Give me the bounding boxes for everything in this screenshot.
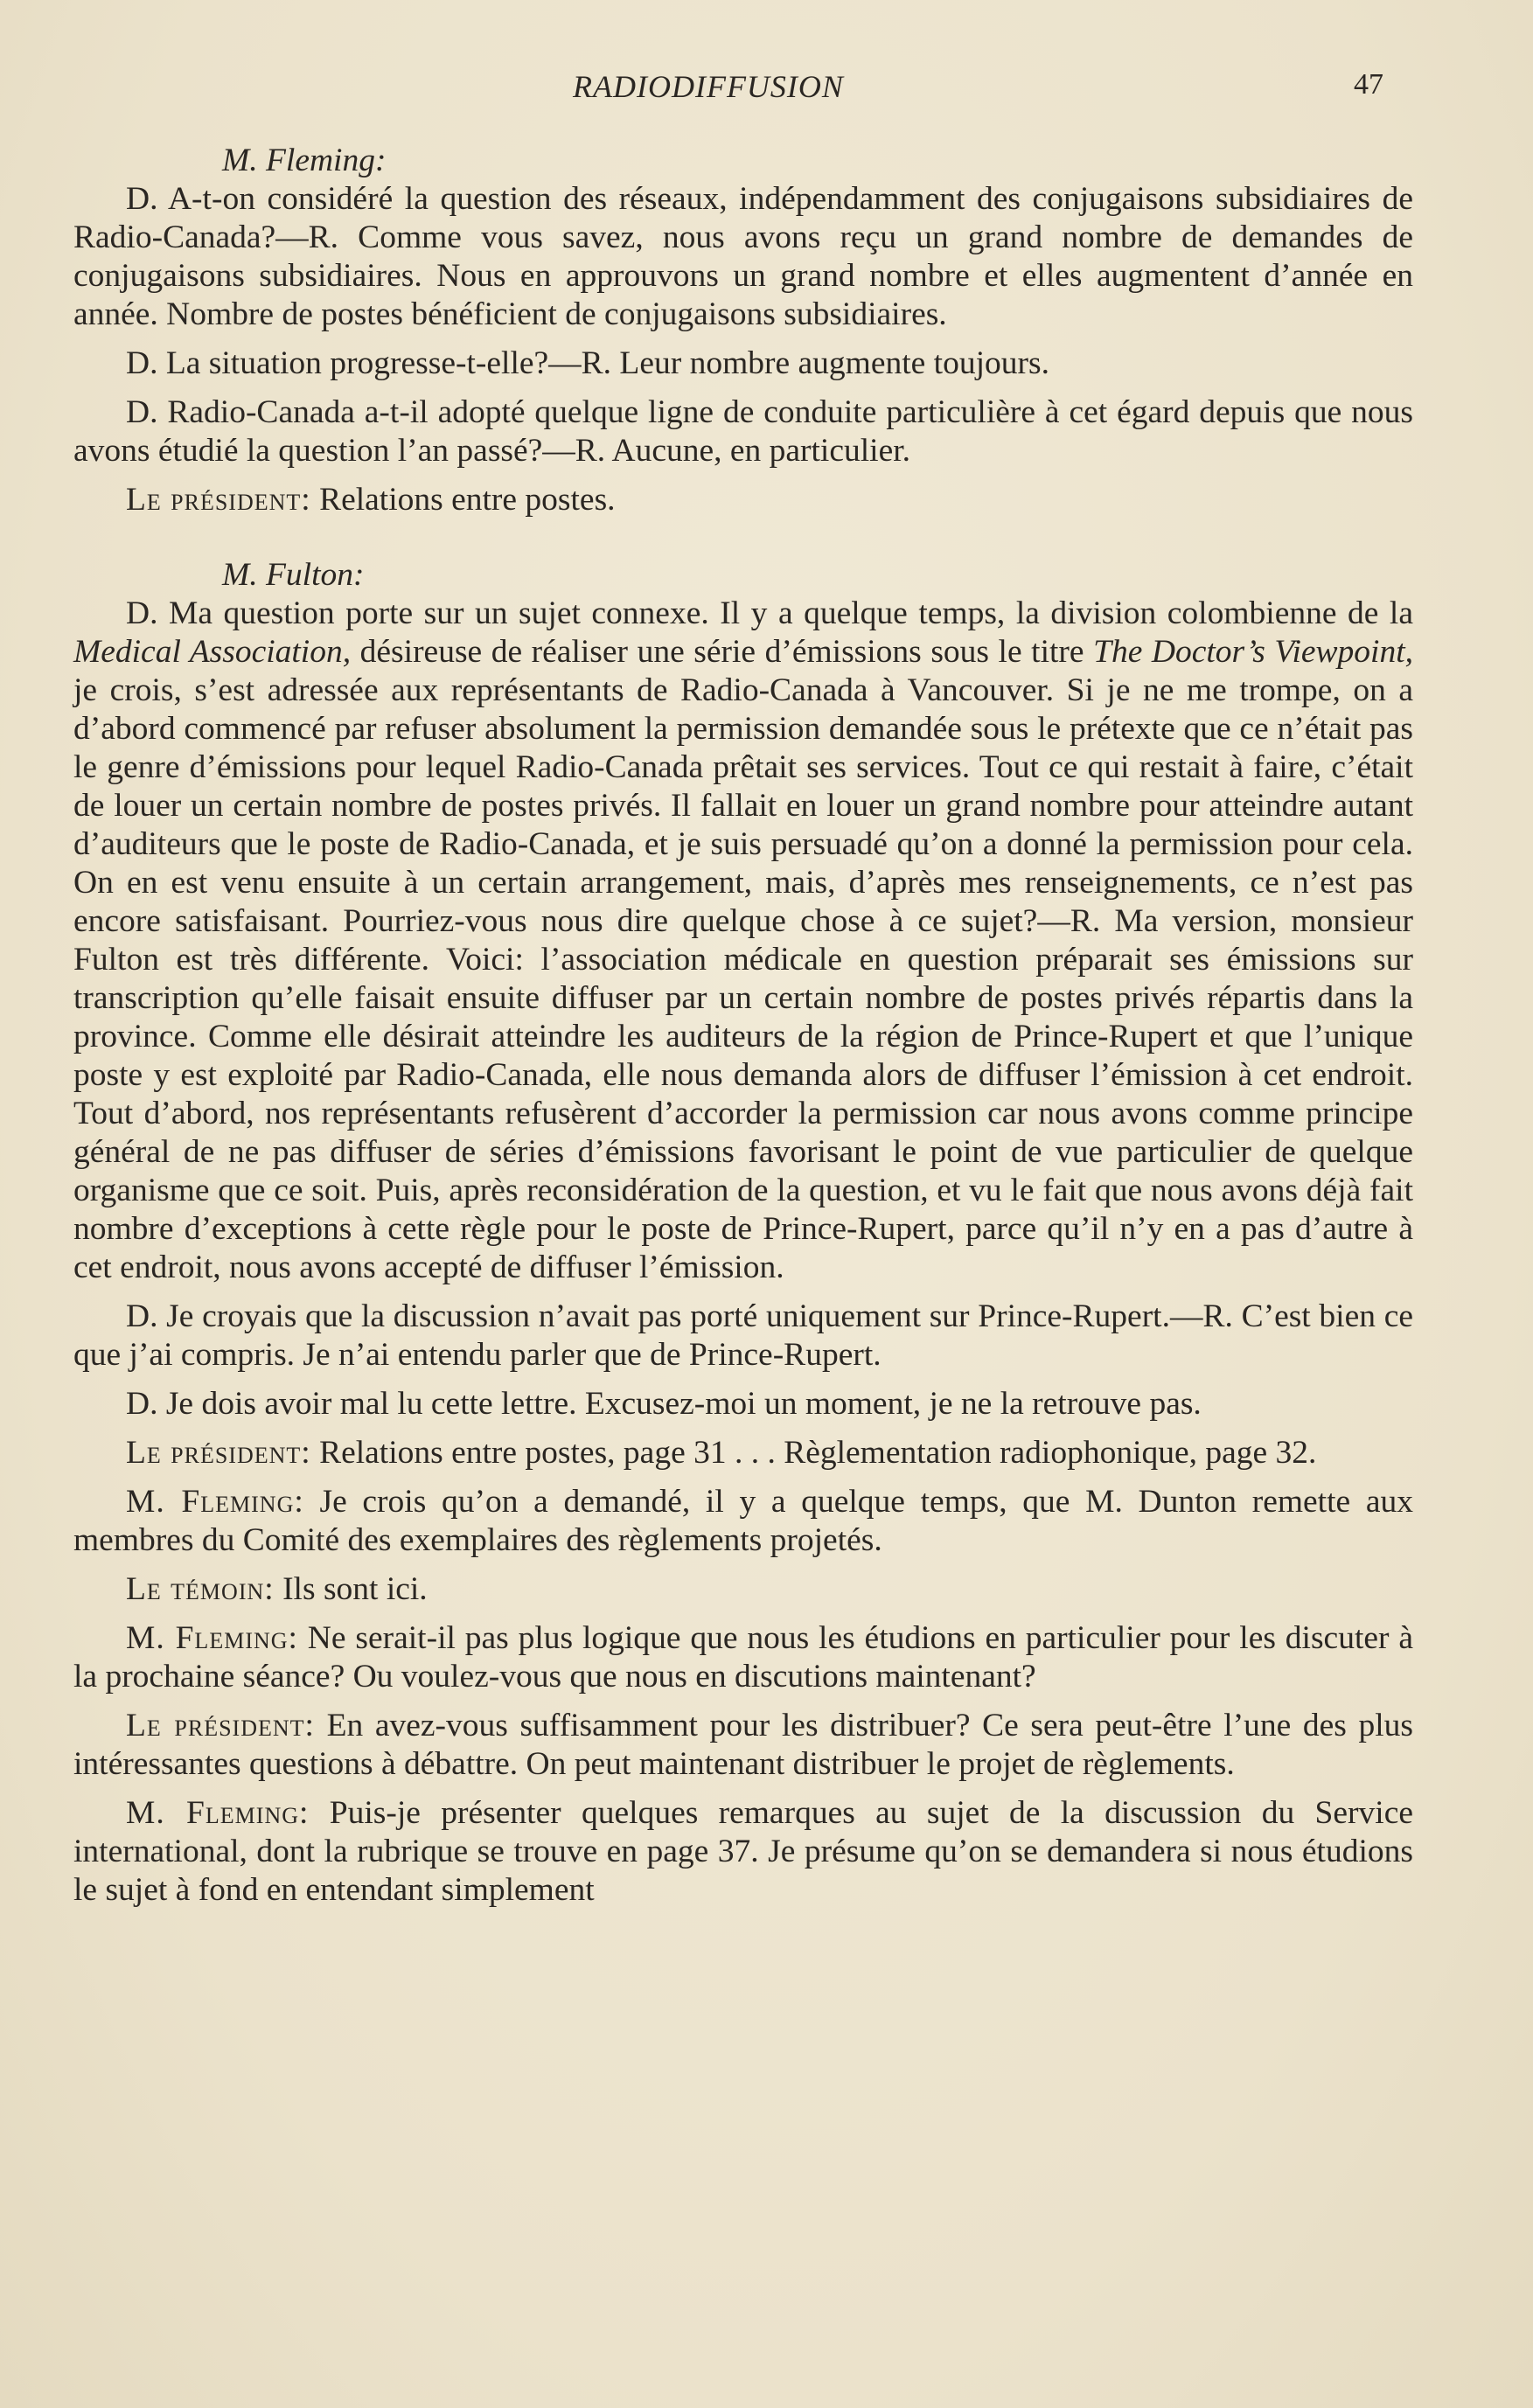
paragraph-text: Relations entre postes. <box>310 482 616 518</box>
paragraph-text: je crois, s’est adressée aux représentants de Radio-Canada à Vancouver. Si je ne me trompe, on a d’abord commencé par refuser absolument la permission demandée sous le prétexte que ce n’était pas le genre d’émissions pour lequel Radio-Canada prêtait ses services. Tout ce qui restait à faire, c’était de louer un certain nombre de postes privés. Il fallait en louer un grand nombre pour atteindre autant d’auditeurs que le poste de Radio-Canada, et je suis persuadé qu’on a donné la permission pour cela. On en est venu ensuite à un certain arrangement, mais, d’après mes renseignements, ce n’est pas encore satisfaisant. Pourriez-vous nous dire quelque chose à ce sujet?—R. Ma version, monsieur Fulton est très différente. Voici: l’association médicale en question préparait ses émissions sur transcription qu’elle faisait ensuite diffuser par un certain nombre de postes privés répartis dans la province. Comme elle désirait atteindre les auditeurs de la région de Prince-Rupert et que l’unique poste y est exploité par Radio-Canada, elle nous demanda alors de diffuser l’émission à cet endroit. Tout d’abord, nos représentants refusèrent d’accorder la permission car nous avons comme principe général de ne pas diffuser de séries d’émissions favorisant le point de vue particulier de quelque organisme que ce soit. Puis, après reconsidération de la question, et vu le fait que nous avons déjà fait nombre d’exceptions à cette règle pour le poste de Prince-Rupert, parce qu’il n’y en a pas d’autre à cet endroit, nous avons accepté de diffuser l’émission. <box>73 672 1413 1285</box>
paragraph: D. Je dois avoir mal lu cette lettre. Excusez-moi un moment, je ne la retrouve pas. <box>126 1386 1202 1422</box>
paragraph: D. A-t-on considéré la question des réseaux, indépendamment des conjugaisons subsidiaires de Radio-Canada?—R. Comme vous savez, nous avons reçu un grand nombre de demandes de conjugaisons subsidiaires. Nous en approuvons un grand nombre et elles augmentent d’année en année. Nombre de postes bénéficient de conjugaisons subsidiaires. <box>73 181 1413 332</box>
paragraph-text: D. Ma question porte sur un sujet connexe. Il y a quelque temps, la division colombienne de la <box>126 595 1413 631</box>
paragraph <box>73 481 1413 519</box>
paragraph: D. Je croyais que la discussion n’avait pas porté uniquement sur Prince-Rupert.—R. C’est bien ce que j’ai compris. Je n’ai entendu parler que de Prince-Rupert. <box>73 1298 1413 1373</box>
paragraph-text: Puis-je présenter quelques remarques au sujet de la discussion du Service international, dont la rubrique se trouve en page 37. Je présume qu’on se demandera si nous étudions le sujet à fond en entendant simplement <box>73 1795 1413 1908</box>
paragraph-text: Ne serait-il pas plus logique que nous les étudions en particulier pour les discuter à la prochaine séance? Ou voulez-vous que nous en discutions maintenant? <box>73 1620 1413 1695</box>
paragraph-text: En avez-vous suffisamment pour les distribuer? Ce sera peut-être l’une des plus intéressantes questions à débattre. On peut maintenant distribuer le projet de règlements. <box>73 1708 1414 1782</box>
speaker-label: M. Fleming: <box>126 1795 310 1831</box>
paragraph <box>73 1434 1413 1472</box>
paragraph-text: Relations entre postes, page 31 . . . Règlementation radiophonique, page 32. <box>310 1435 1317 1471</box>
paragraph <box>73 1707 1413 1784</box>
emphasis-organization: Medical Association, <box>73 634 352 670</box>
page-number: 47 <box>1354 68 1383 101</box>
paragraph <box>73 1794 1413 1910</box>
paragraph <box>73 1483 1413 1560</box>
paragraph <box>73 1619 1413 1696</box>
running-header <box>0 68 1533 112</box>
paragraph-text: désireuse de réaliser une série d’émissions sous le titre <box>351 634 1094 670</box>
paragraph <box>73 595 1413 1287</box>
speaker-label: M. Fleming: <box>126 1620 298 1656</box>
body-text <box>73 142 1413 1910</box>
speaker-label: Le président: <box>126 1708 315 1743</box>
speaker-label: Le témoin: <box>126 1571 275 1607</box>
speaker-label: Le président: <box>126 482 311 518</box>
speaker-heading: M. Fleming: <box>222 143 387 178</box>
emphasis-program-title: The Doctor’s Viewpoint, <box>1093 634 1413 670</box>
paragraph-text: Ils sont ici. <box>274 1571 428 1607</box>
paragraph: D. Radio-Canada a-t-il adopté quelque ligne de conduite particulière à cet égard depuis que nous avons étudié la question l’an passé?—R. Aucune, en particulier. <box>73 394 1413 469</box>
speaker-label: M. Fleming: <box>126 1484 304 1520</box>
paragraph-text: Je crois qu’on a demandé, il y a quelque temps, que M. Dunton remette aux membres du Comité des exemplaires des règlements projetés. <box>73 1484 1413 1558</box>
paragraph <box>73 1570 1413 1609</box>
speaker-label: Le président: <box>126 1435 311 1471</box>
speaker-heading: M. Fulton: <box>222 557 365 593</box>
running-title: RADIODIFFUSION <box>573 69 844 104</box>
paragraph: D. La situation progresse-t-elle?—R. Leur nombre augmente toujours. <box>126 345 1049 381</box>
